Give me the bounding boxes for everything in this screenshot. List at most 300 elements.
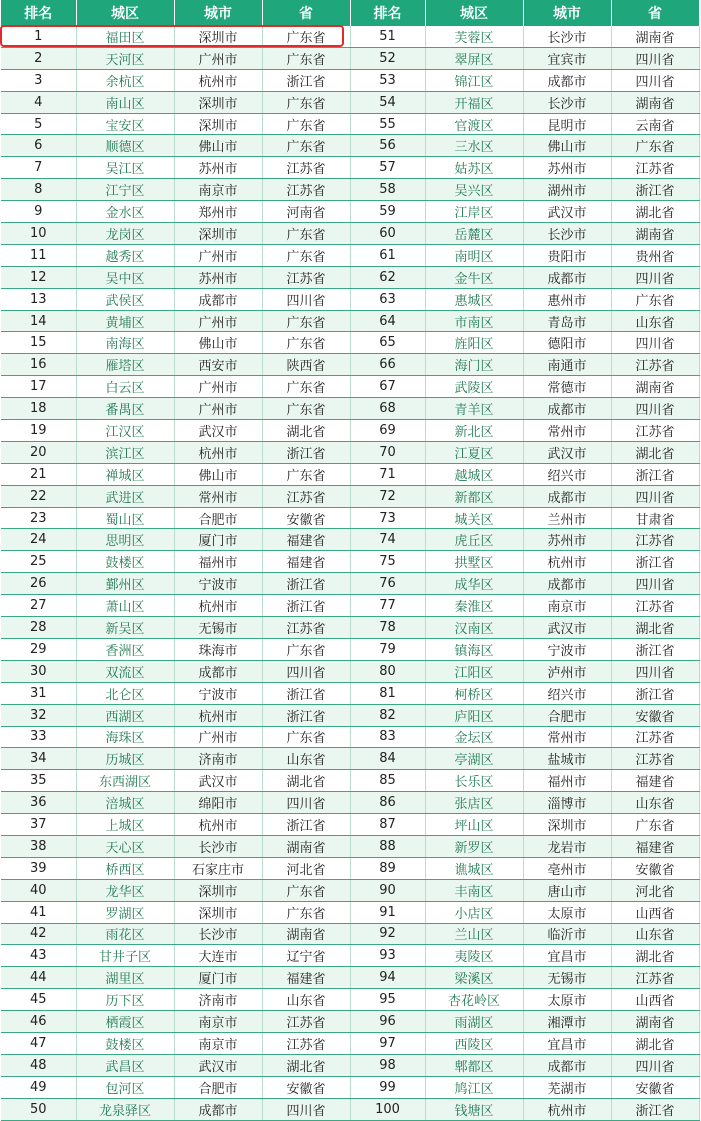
- cell-district: 鼓楼区: [76, 1032, 174, 1054]
- cell-city: 常州市: [174, 485, 262, 507]
- cell-rank: 45: [1, 989, 76, 1011]
- cell-province: 浙江省: [262, 573, 350, 595]
- cell-province: 浙江省: [611, 463, 699, 485]
- cell-city: 广州市: [174, 398, 262, 420]
- cell-city: 福州市: [523, 770, 611, 792]
- cell-city: 成都市: [523, 398, 611, 420]
- cell-city: 合肥市: [523, 704, 611, 726]
- cell-district: 开福区: [425, 91, 523, 113]
- cell-district: 兰山区: [425, 923, 523, 945]
- cell-province: 辽宁省: [262, 945, 350, 967]
- cell-rank: 56: [350, 135, 425, 157]
- cell-province: 江苏省: [611, 726, 699, 748]
- cell-province: 江苏省: [262, 266, 350, 288]
- cell-province: 江苏省: [262, 157, 350, 179]
- cell-province: 湖北省: [611, 945, 699, 967]
- cell-province: 江苏省: [611, 157, 699, 179]
- cell-district: 坪山区: [425, 814, 523, 836]
- cell-rank: 27: [1, 595, 76, 617]
- cell-city: 绵阳市: [174, 792, 262, 814]
- cell-province: 江苏省: [611, 354, 699, 376]
- cell-district: 汉南区: [425, 617, 523, 639]
- cell-rank: 96: [350, 1011, 425, 1033]
- cell-rank: 95: [350, 989, 425, 1011]
- cell-city: 昆明市: [523, 113, 611, 135]
- cell-province: 湖北省: [611, 617, 699, 639]
- cell-province: 福建省: [262, 529, 350, 551]
- cell-district: 越城区: [425, 463, 523, 485]
- cell-province: 安徽省: [611, 857, 699, 879]
- cell-province: 四川省: [611, 1054, 699, 1076]
- cell-rank: 15: [1, 332, 76, 354]
- cell-district: 岳麓区: [425, 223, 523, 245]
- cell-province: 山东省: [611, 792, 699, 814]
- cell-rank: 16: [1, 354, 76, 376]
- cell-province: 广东省: [262, 223, 350, 245]
- header-district: 城区: [425, 0, 523, 26]
- cell-district: 香洲区: [76, 638, 174, 660]
- table-header-row: [1, 0, 699, 26]
- cell-city: 太原市: [523, 901, 611, 923]
- cell-district: 白云区: [76, 376, 174, 398]
- cell-city: 合肥市: [174, 1076, 262, 1098]
- table-row: [1, 1098, 699, 1120]
- cell-rank: 57: [350, 157, 425, 179]
- cell-district: 栖霞区: [76, 1011, 174, 1033]
- cell-city: 淄博市: [523, 792, 611, 814]
- cell-rank: 29: [1, 638, 76, 660]
- table-row: [1, 638, 699, 660]
- cell-city: 绍兴市: [523, 463, 611, 485]
- table-row: [1, 879, 699, 901]
- cell-city: 常州市: [523, 726, 611, 748]
- table-row: [1, 835, 699, 857]
- cell-city: 宁波市: [174, 573, 262, 595]
- cell-province: 四川省: [611, 266, 699, 288]
- cell-district: 禅城区: [76, 463, 174, 485]
- table-row: [1, 26, 699, 47]
- cell-province: 浙江省: [262, 704, 350, 726]
- cell-province: 云南省: [611, 113, 699, 135]
- cell-district: 新北区: [425, 420, 523, 442]
- cell-province: 浙江省: [262, 682, 350, 704]
- header-province: 省: [611, 0, 699, 26]
- cell-province: 广东省: [262, 91, 350, 113]
- cell-district: 南海区: [76, 332, 174, 354]
- cell-rank: 33: [1, 726, 76, 748]
- table-row: [1, 595, 699, 617]
- cell-rank: 10: [1, 223, 76, 245]
- cell-district: 梁溪区: [425, 967, 523, 989]
- cell-rank: 80: [350, 660, 425, 682]
- cell-province: 湖南省: [611, 26, 699, 47]
- cell-city: 南京市: [523, 595, 611, 617]
- cell-district: 涪城区: [76, 792, 174, 814]
- table-row: [1, 945, 699, 967]
- cell-district: 鸠江区: [425, 1076, 523, 1098]
- cell-rank: 18: [1, 398, 76, 420]
- cell-city: 湘潭市: [523, 1011, 611, 1033]
- cell-province: 甘肃省: [611, 507, 699, 529]
- cell-district: 锦江区: [425, 69, 523, 91]
- cell-province: 福建省: [262, 551, 350, 573]
- cell-city: 杭州市: [174, 704, 262, 726]
- cell-district: 顺德区: [76, 135, 174, 157]
- cell-city: 兰州市: [523, 507, 611, 529]
- table-row: [1, 814, 699, 836]
- table-row: [1, 288, 699, 310]
- cell-rank: 87: [350, 814, 425, 836]
- cell-district: 黄埔区: [76, 310, 174, 332]
- cell-rank: 43: [1, 945, 76, 967]
- cell-province: 江苏省: [611, 420, 699, 442]
- cell-rank: 73: [350, 507, 425, 529]
- cell-district: 郫都区: [425, 1054, 523, 1076]
- cell-rank: 83: [350, 726, 425, 748]
- cell-rank: 93: [350, 945, 425, 967]
- cell-province: 四川省: [611, 47, 699, 69]
- cell-rank: 58: [350, 179, 425, 201]
- cell-province: 四川省: [611, 69, 699, 91]
- cell-district: 金水区: [76, 201, 174, 223]
- cell-rank: 39: [1, 857, 76, 879]
- cell-city: 常州市: [523, 420, 611, 442]
- cell-province: 湖北省: [611, 201, 699, 223]
- cell-city: 广州市: [174, 726, 262, 748]
- cell-district: 新罗区: [425, 835, 523, 857]
- cell-city: 常德市: [523, 376, 611, 398]
- cell-district: 官渡区: [425, 113, 523, 135]
- cell-city: 长沙市: [174, 923, 262, 945]
- table-row: [1, 660, 699, 682]
- cell-district: 天河区: [76, 47, 174, 69]
- cell-district: 芙蓉区: [425, 26, 523, 47]
- cell-city: 杭州市: [174, 595, 262, 617]
- cell-city: 成都市: [174, 1098, 262, 1120]
- cell-district: 长乐区: [425, 770, 523, 792]
- cell-rank: 65: [350, 332, 425, 354]
- table-row: [1, 485, 699, 507]
- cell-province: 广东省: [611, 135, 699, 157]
- cell-district: 江宁区: [76, 179, 174, 201]
- cell-rank: 70: [350, 441, 425, 463]
- cell-district: 武进区: [76, 485, 174, 507]
- cell-province: 广东省: [262, 244, 350, 266]
- cell-rank: 8: [1, 179, 76, 201]
- cell-province: 江苏省: [262, 1011, 350, 1033]
- cell-city: 武汉市: [174, 770, 262, 792]
- cell-province: 浙江省: [262, 441, 350, 463]
- cell-rank: 1: [1, 26, 76, 47]
- cell-rank: 77: [350, 595, 425, 617]
- cell-district: 桥西区: [76, 857, 174, 879]
- cell-province: 江苏省: [262, 179, 350, 201]
- cell-rank: 61: [350, 244, 425, 266]
- cell-rank: 30: [1, 660, 76, 682]
- cell-city: 德阳市: [523, 332, 611, 354]
- cell-district: 新都区: [425, 485, 523, 507]
- cell-rank: 3: [1, 69, 76, 91]
- table-row: [1, 266, 699, 288]
- table-row: [1, 398, 699, 420]
- table-row: [1, 420, 699, 442]
- cell-city: 深圳市: [174, 879, 262, 901]
- cell-district: 吴兴区: [425, 179, 523, 201]
- cell-rank: 54: [350, 91, 425, 113]
- cell-province: 浙江省: [611, 551, 699, 573]
- cell-city: 南京市: [174, 1011, 262, 1033]
- cell-province: 江苏省: [262, 485, 350, 507]
- cell-district: 江汉区: [76, 420, 174, 442]
- cell-district: 天心区: [76, 835, 174, 857]
- cell-district: 小店区: [425, 901, 523, 923]
- cell-district: 杏花岭区: [425, 989, 523, 1011]
- cell-city: 长沙市: [523, 91, 611, 113]
- table-row: [1, 748, 699, 770]
- header-province: 省: [262, 0, 350, 26]
- cell-rank: 37: [1, 814, 76, 836]
- cell-rank: 53: [350, 69, 425, 91]
- cell-rank: 66: [350, 354, 425, 376]
- cell-rank: 48: [1, 1054, 76, 1076]
- cell-rank: 76: [350, 573, 425, 595]
- cell-district: 南山区: [76, 91, 174, 113]
- cell-province: 湖南省: [262, 923, 350, 945]
- cell-rank: 94: [350, 967, 425, 989]
- cell-city: 杭州市: [523, 551, 611, 573]
- cell-city: 杭州市: [523, 1098, 611, 1120]
- cell-district: 拱墅区: [425, 551, 523, 573]
- cell-city: 深圳市: [174, 223, 262, 245]
- cell-district: 滨江区: [76, 441, 174, 463]
- table-row: [1, 1032, 699, 1054]
- cell-city: 珠海市: [174, 638, 262, 660]
- cell-province: 湖北省: [262, 770, 350, 792]
- table-row: [1, 113, 699, 135]
- table-row: [1, 507, 699, 529]
- cell-province: 浙江省: [262, 69, 350, 91]
- cell-city: 广州市: [174, 310, 262, 332]
- cell-rank: 79: [350, 638, 425, 660]
- cell-district: 龙泉驿区: [76, 1098, 174, 1120]
- cell-district: 双流区: [76, 660, 174, 682]
- cell-province: 广东省: [262, 47, 350, 69]
- cell-city: 大连市: [174, 945, 262, 967]
- cell-rank: 46: [1, 1011, 76, 1033]
- cell-province: 山西省: [611, 901, 699, 923]
- cell-city: 厦门市: [174, 967, 262, 989]
- cell-rank: 34: [1, 748, 76, 770]
- cell-rank: 11: [1, 244, 76, 266]
- cell-rank: 36: [1, 792, 76, 814]
- cell-province: 山西省: [611, 989, 699, 1011]
- table-row: [1, 441, 699, 463]
- cell-city: 西安市: [174, 354, 262, 376]
- cell-district: 萧山区: [76, 595, 174, 617]
- cell-district: 福田区: [76, 26, 174, 47]
- cell-rank: 12: [1, 266, 76, 288]
- cell-province: 河北省: [262, 857, 350, 879]
- table-row: [1, 529, 699, 551]
- cell-rank: 31: [1, 682, 76, 704]
- cell-district: 宝安区: [76, 113, 174, 135]
- cell-district: 武陵区: [425, 376, 523, 398]
- cell-district: 钱塘区: [425, 1098, 523, 1120]
- cell-district: 江岸区: [425, 201, 523, 223]
- cell-city: 青岛市: [523, 310, 611, 332]
- table-row: [1, 551, 699, 573]
- cell-province: 湖南省: [611, 376, 699, 398]
- cell-city: 武汉市: [174, 420, 262, 442]
- cell-province: 广东省: [262, 26, 350, 47]
- cell-city: 厦门市: [174, 529, 262, 551]
- cell-rank: 89: [350, 857, 425, 879]
- cell-rank: 2: [1, 47, 76, 69]
- cell-district: 张店区: [425, 792, 523, 814]
- cell-city: 长沙市: [174, 835, 262, 857]
- cell-district: 庐阳区: [425, 704, 523, 726]
- cell-city: 武汉市: [523, 617, 611, 639]
- cell-rank: 4: [1, 91, 76, 113]
- cell-rank: 69: [350, 420, 425, 442]
- cell-rank: 81: [350, 682, 425, 704]
- cell-district: 甘井子区: [76, 945, 174, 967]
- cell-city: 贵阳市: [523, 244, 611, 266]
- cell-district: 雨湖区: [425, 1011, 523, 1033]
- cell-rank: 50: [1, 1098, 76, 1120]
- cell-rank: 98: [350, 1054, 425, 1076]
- cell-rank: 44: [1, 967, 76, 989]
- cell-city: 广州市: [174, 376, 262, 398]
- header-city: 城市: [523, 0, 611, 26]
- cell-province: 山东省: [611, 310, 699, 332]
- cell-city: 长沙市: [523, 26, 611, 47]
- cell-province: 广东省: [262, 879, 350, 901]
- cell-rank: 88: [350, 835, 425, 857]
- cell-province: 广东省: [262, 901, 350, 923]
- cell-rank: 52: [350, 47, 425, 69]
- cell-province: 山东省: [611, 923, 699, 945]
- cell-province: 四川省: [262, 792, 350, 814]
- cell-rank: 92: [350, 923, 425, 945]
- cell-city: 杭州市: [174, 69, 262, 91]
- cell-rank: 42: [1, 923, 76, 945]
- cell-province: 四川省: [262, 288, 350, 310]
- cell-province: 浙江省: [611, 638, 699, 660]
- table-row: [1, 1011, 699, 1033]
- cell-city: 佛山市: [174, 135, 262, 157]
- cell-district: 雁塔区: [76, 354, 174, 376]
- cell-district: 东西湖区: [76, 770, 174, 792]
- cell-city: 武汉市: [523, 441, 611, 463]
- cell-province: 福建省: [611, 770, 699, 792]
- cell-province: 贵州省: [611, 244, 699, 266]
- cell-rank: 78: [350, 617, 425, 639]
- table-row: [1, 332, 699, 354]
- cell-province: 四川省: [611, 573, 699, 595]
- table-row: [1, 923, 699, 945]
- cell-province: 福建省: [262, 967, 350, 989]
- table-row: [1, 91, 699, 113]
- table-row: [1, 1054, 699, 1076]
- cell-district: 金牛区: [425, 266, 523, 288]
- cell-city: 佛山市: [174, 332, 262, 354]
- cell-district: 包河区: [76, 1076, 174, 1098]
- cell-province: 江苏省: [611, 595, 699, 617]
- cell-city: 太原市: [523, 989, 611, 1011]
- cell-district: 鼓楼区: [76, 551, 174, 573]
- cell-rank: 24: [1, 529, 76, 551]
- cell-rank: 99: [350, 1076, 425, 1098]
- cell-city: 广州市: [174, 244, 262, 266]
- cell-province: 江苏省: [611, 529, 699, 551]
- cell-city: 亳州市: [523, 857, 611, 879]
- cell-rank: 60: [350, 223, 425, 245]
- cell-province: 湖南省: [611, 1011, 699, 1033]
- cell-city: 南通市: [523, 354, 611, 376]
- header-district: 城区: [76, 0, 174, 26]
- cell-rank: 51: [350, 26, 425, 47]
- cell-city: 成都市: [523, 485, 611, 507]
- cell-city: 武汉市: [523, 201, 611, 223]
- cell-district: 虎丘区: [425, 529, 523, 551]
- cell-province: 广东省: [611, 288, 699, 310]
- header-rank: 排名: [350, 0, 425, 26]
- cell-city: 南京市: [174, 179, 262, 201]
- cell-city: 湖州市: [523, 179, 611, 201]
- cell-rank: 63: [350, 288, 425, 310]
- cell-district: 吴江区: [76, 157, 174, 179]
- cell-district: 旌阳区: [425, 332, 523, 354]
- cell-city: 杭州市: [174, 814, 262, 836]
- cell-city: 深圳市: [174, 91, 262, 113]
- table-row: [1, 857, 699, 879]
- cell-district: 成华区: [425, 573, 523, 595]
- cell-district: 青羊区: [425, 398, 523, 420]
- table-row: [1, 376, 699, 398]
- cell-city: 苏州市: [523, 529, 611, 551]
- cell-rank: 68: [350, 398, 425, 420]
- cell-province: 安徽省: [611, 704, 699, 726]
- cell-province: 广东省: [262, 376, 350, 398]
- cell-city: 武汉市: [174, 1054, 262, 1076]
- cell-rank: 28: [1, 617, 76, 639]
- cell-city: 苏州市: [174, 266, 262, 288]
- cell-province: 湖南省: [611, 223, 699, 245]
- cell-province: 浙江省: [611, 682, 699, 704]
- cell-district: 镇海区: [425, 638, 523, 660]
- cell-province: 四川省: [262, 1098, 350, 1120]
- table-row: [1, 69, 699, 91]
- table-row: [1, 310, 699, 332]
- cell-city: 佛山市: [174, 463, 262, 485]
- cell-province: 广东省: [262, 638, 350, 660]
- cell-province: 安徽省: [262, 1076, 350, 1098]
- table-row: [1, 682, 699, 704]
- cell-rank: 32: [1, 704, 76, 726]
- cell-rank: 5: [1, 113, 76, 135]
- cell-rank: 22: [1, 485, 76, 507]
- cell-district: 三水区: [425, 135, 523, 157]
- cell-rank: 75: [350, 551, 425, 573]
- cell-province: 河南省: [262, 201, 350, 223]
- cell-rank: 26: [1, 573, 76, 595]
- cell-rank: 85: [350, 770, 425, 792]
- cell-province: 湖北省: [262, 1054, 350, 1076]
- cell-city: 成都市: [174, 660, 262, 682]
- cell-district: 丰南区: [425, 879, 523, 901]
- cell-province: 四川省: [611, 398, 699, 420]
